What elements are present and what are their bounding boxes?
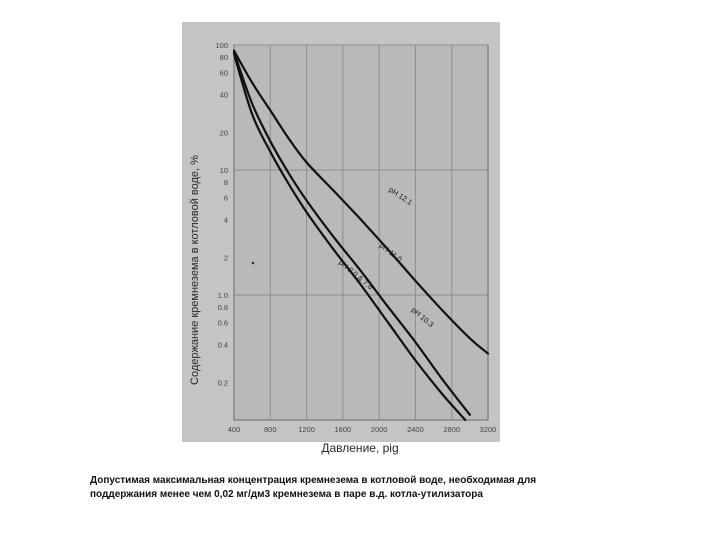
x-tick-label: 1200 <box>298 425 315 434</box>
x-tick-label: 800 <box>264 425 277 434</box>
x-tick-label: 2400 <box>407 425 424 434</box>
x-tick-label: 2000 <box>370 425 388 434</box>
x-axis-label: Давление, pig <box>321 441 399 455</box>
x-tick-label: 2800 <box>443 425 461 434</box>
y-tick-label: 1.0 <box>217 291 228 300</box>
x-tick-label: 3200 <box>479 425 497 434</box>
y-tick-label: 60 <box>219 68 228 78</box>
series-label: pH 11.0 <box>377 240 404 264</box>
y-tick-label: 2 <box>223 253 228 263</box>
series-label: pH 12.1 <box>387 185 415 207</box>
x-tick-label: 400 <box>227 425 241 434</box>
caption-line-2: поддержания менее чем 0,02 мг/дм3 кремнезема в паре в.д. котла-утилизатора <box>90 489 483 500</box>
y-tick-label: 10 <box>219 166 228 175</box>
y-tick-label: 40 <box>219 90 228 100</box>
y-tick-label: 8 <box>223 178 228 188</box>
y-tick-label: 0.2 <box>217 378 228 388</box>
y-tick-label: 0.6 <box>217 318 228 328</box>
y-tick-label: 6 <box>223 193 228 203</box>
y-tick-label: 80 <box>219 53 228 63</box>
y-axis-label: Содержание кремнезема в котловой воде, % <box>189 155 201 385</box>
x-tick-label: 1600 <box>334 425 352 434</box>
figure-caption <box>90 474 660 502</box>
y-tick-label: 20 <box>219 128 228 138</box>
y-tick-label: 0.8 <box>217 303 228 313</box>
series-label: pH 10.3 <box>409 305 436 330</box>
y-tick-label: 100 <box>215 41 228 50</box>
caption-line-1: Допустимая максимальная концентрация кремнезема в котловой воде, необходимая для <box>90 475 537 486</box>
plot-area <box>234 45 488 420</box>
y-tick-label: 0.4 <box>217 340 228 350</box>
series-label: pH 9.0 & 7.6 <box>337 257 375 292</box>
y-tick-label: 4 <box>223 215 228 225</box>
scan-speck <box>252 262 255 265</box>
